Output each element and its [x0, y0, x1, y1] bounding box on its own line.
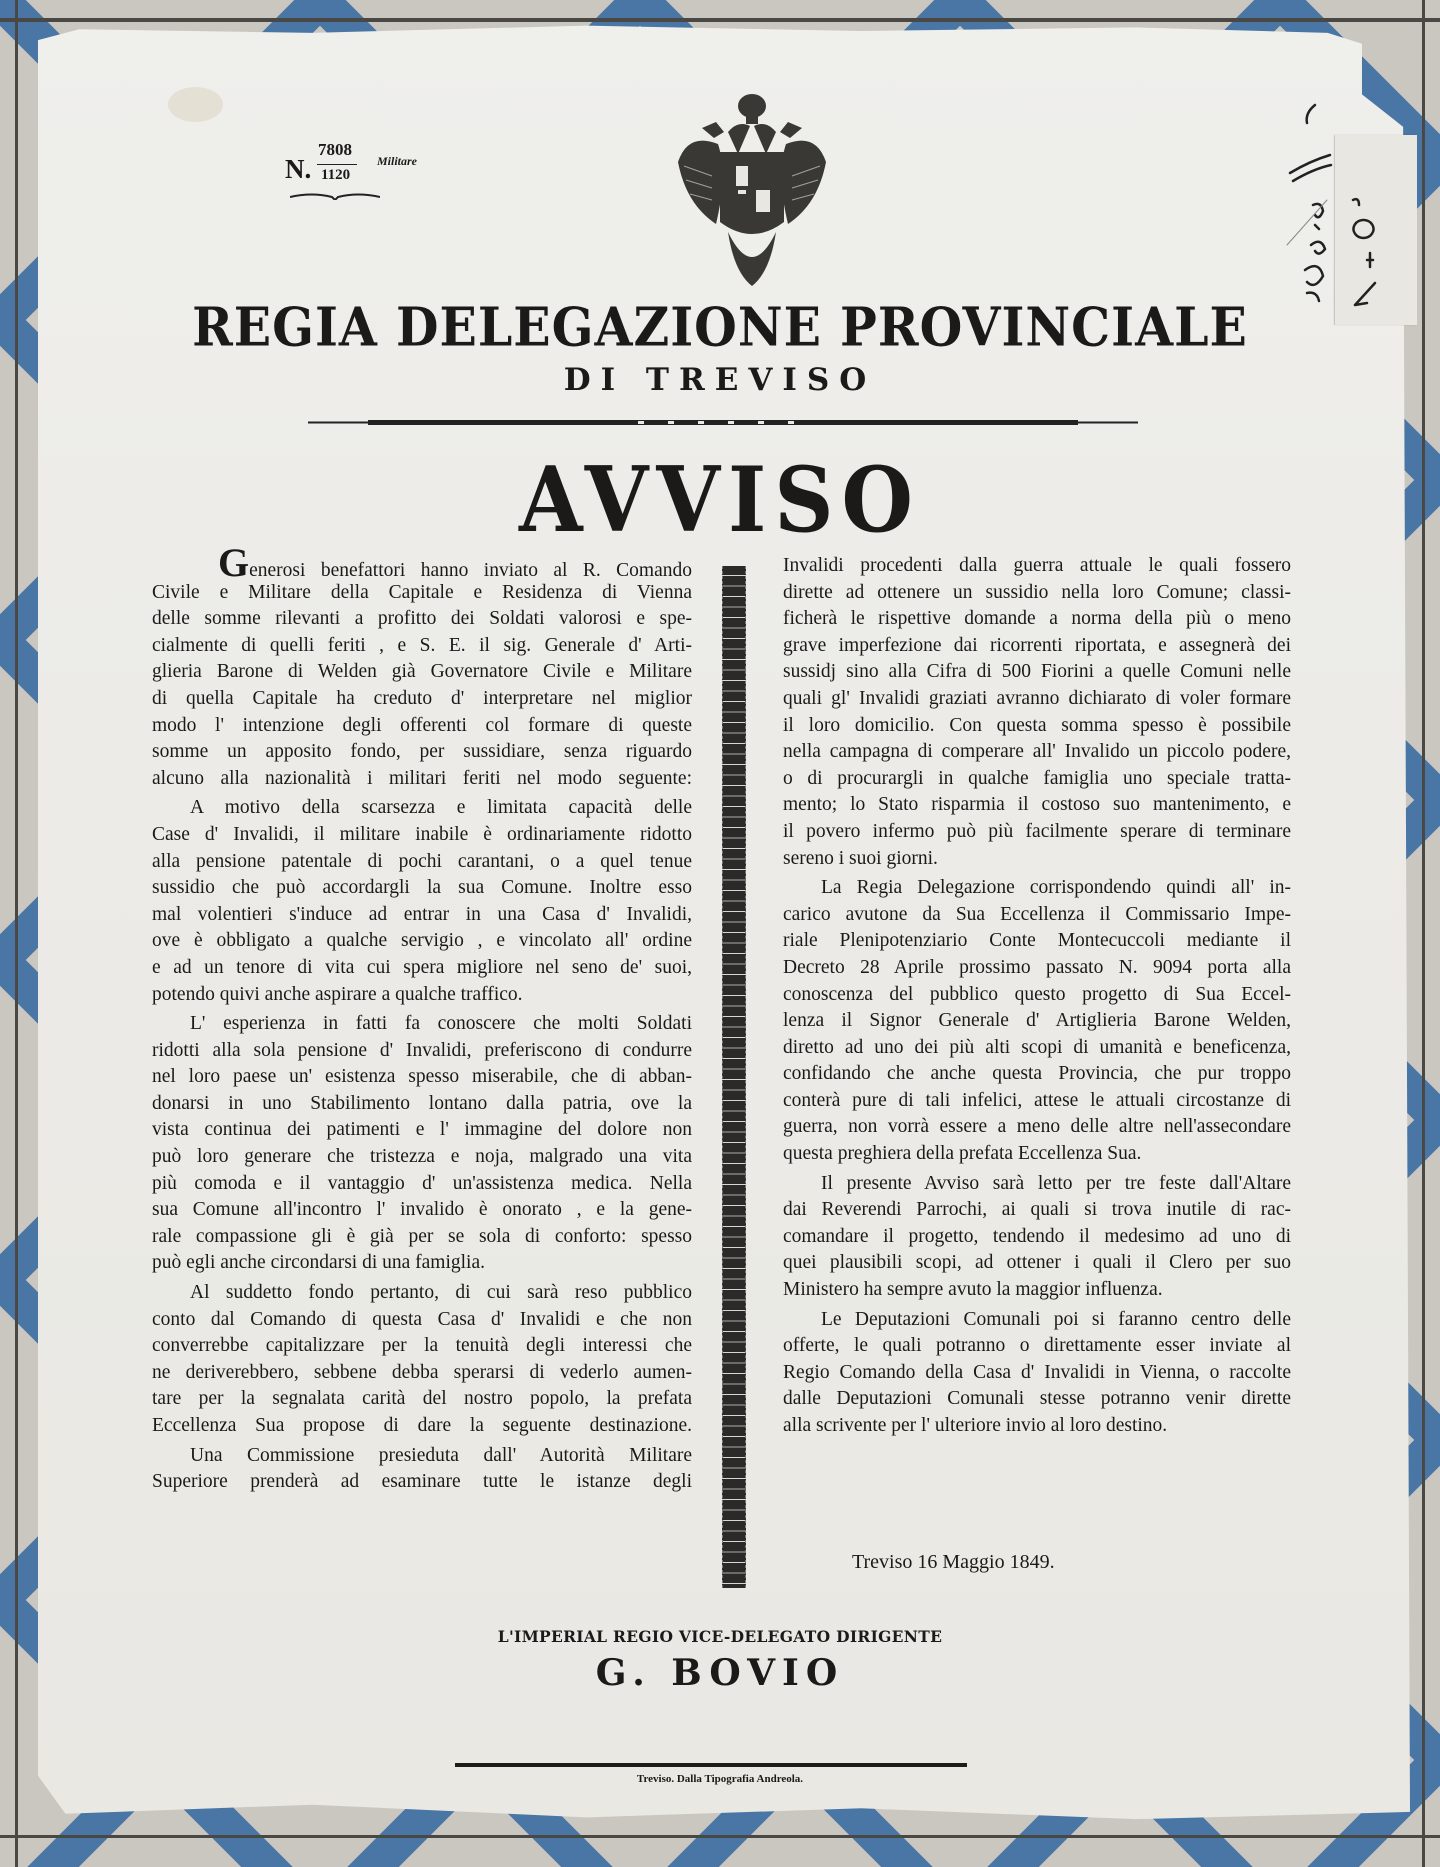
- text-line: tare per la segnalata carità del nostro popolo, la prefata: [152, 1388, 692, 1410]
- text-line: alcuno alla nazionalità i militari feriti nel modo seguente:: [152, 767, 692, 789]
- text-line: Civile e Militare della Capitale e Residenza di Vienna: [152, 581, 692, 603]
- text-line: cialmente di quelli feriti , e S. E. il sig. Generale d' Arti-: [152, 634, 692, 656]
- text-line: Le Deputazioni Comunali poi si faranno centro delle: [821, 1308, 1291, 1330]
- text-line: Case d' Invalidi, il militare inabile è ordinariamente ridotto: [152, 823, 692, 845]
- left-text-column: [152, 540, 692, 1496]
- text-line: sussidj sino alla Cifra di 500 Fiorini a quelle Comuni nelle: [783, 661, 1291, 683]
- handwritten-note-icon: [1285, 95, 1415, 315]
- text-line: comandare il progetto, tendendo il medesimo ad uno di: [783, 1225, 1291, 1247]
- text-line: ne deriverebbero, sebbene debba sperarsi di vederlo aumen-: [152, 1361, 692, 1383]
- text-line: converrebbe capitalizzare per la tenuità degli interessi che: [152, 1335, 692, 1357]
- text-line: confidando che anche questa Provincia, che pur troppo: [783, 1063, 1291, 1085]
- reference-numerator: 7808: [318, 140, 352, 159]
- text-line: L' esperienza in fatti fa conoscere che molti Soldati: [190, 1013, 692, 1035]
- authority-subtitle: DI TREVISO: [563, 362, 877, 398]
- bottom-rule: [455, 1763, 967, 1767]
- text-line: ridotti alla sola pensione d' Invalidi, preferiscono di condurre: [152, 1039, 692, 1061]
- text-line: Al suddetto fondo pertanto, di cui sarà reso pubblico: [190, 1282, 692, 1304]
- text-line: lenza il Signor Generale d' Artiglieria Barone Welden,: [783, 1010, 1291, 1032]
- text-line: A motivo della scarsezza e limitata capacità delle: [190, 797, 692, 819]
- text-line: Regio Comando della Casa d' Invalidi in Vienna, o raccolte: [783, 1361, 1291, 1383]
- notice-heading: AVVISO: [519, 447, 921, 553]
- text-line: più comoda e il vantaggio d' un'assistenza medica. Nella: [152, 1172, 692, 1194]
- reference-label: Militare: [377, 154, 418, 168]
- text-line: può loro generare che tristezza e noja, malgrado una vita: [152, 1146, 692, 1168]
- text-line: quali gl' Invalidi graziati avranno dichiarato di voler formare: [783, 687, 1291, 709]
- text-line: quei plausibili scopi, ad ottener i quali il Clero per suo: [783, 1252, 1291, 1274]
- text-line: donarsi in uno Stabilimento lontano dalla patria, ove la: [152, 1092, 692, 1114]
- signatory-name: G. BOVIO: [595, 1652, 845, 1694]
- text-line: potendo quivi anche aspirare a qualche traffico.: [152, 983, 523, 1005]
- authority-title: REGIA DELEGAZIONE PROVINCIALE: [192, 295, 1248, 359]
- fraction-line: [317, 164, 357, 165]
- text-line: sua Comune all'incontro l' invalido è onorato , e la gene-: [152, 1199, 692, 1221]
- text-line: e ad un tenore di vita cui spera migliore nel seno de' suoi,: [152, 956, 692, 978]
- floor-grout: [15, 0, 18, 1867]
- text-line: Generosi benefattori hanno inviato al R. Comando: [218, 540, 692, 585]
- reference-prefix: N.: [285, 154, 312, 184]
- text-line: il loro domicilio. Con questa somma spesso è possibile: [783, 714, 1291, 736]
- text-line: dai Reverendi Parrochi, ai quali si trova inutile di rac-: [783, 1199, 1291, 1221]
- text-line: La Regia Delegazione corrispondendo quindi all' in-: [821, 877, 1291, 899]
- text-line: diretto ad uno dei più alti scopi di umanità e beneficenza,: [783, 1036, 1291, 1058]
- text-line: Eccellenza Sua propose di dare la seguente destinazione.: [152, 1415, 692, 1436]
- text-line: ove è obbligato a qualche servigio , e vincolato all' ordine: [152, 930, 692, 952]
- text-line: rale compassione gli è già per se sola di conforto: spesso: [152, 1225, 692, 1247]
- column-divider-ornament: [722, 566, 746, 1588]
- text-line: il povero infermo può più facilmente sperare di terminare: [783, 820, 1291, 842]
- text-line: dirette ad ottenere un sussidio nella loro Comune; classi-: [783, 581, 1291, 603]
- text-line: conto dal Comando di questa Casa d' Invalidi e che non: [152, 1308, 692, 1330]
- text-line: grave imperfezione dai ricorrenti riportata, e assegnerà dei: [783, 634, 1291, 656]
- ornamental-rule: [308, 420, 1138, 425]
- floor-grout: [0, 18, 1440, 22]
- text-line: Il presente Avviso sarà letto per tre feste dall'Altare: [821, 1172, 1291, 1194]
- text-line: vista continua dei patimenti e l' immagine del dolore non: [152, 1119, 692, 1141]
- text-line: modo l' intenzione degli offerenti col formare di queste: [152, 714, 692, 736]
- text-line: guerra, non vorrà essere a meno delle altre nell'assecondare: [783, 1116, 1291, 1138]
- flourish-icon: [290, 192, 380, 200]
- text-line: nel loro paese un' esistenza spesso miserabile, che di abban-: [152, 1066, 692, 1088]
- text-line: di quella Capitale ha creduto d' interpretare nel miglior: [152, 687, 692, 709]
- printer-imprint: Treviso. Dalla Tipografia Andreola.: [636, 1773, 804, 1785]
- text-line: riale Plenipotenziario Conte Montecuccoli mediante il: [783, 930, 1291, 952]
- text-line: può egli anche circondarsi di una famiglia.: [152, 1252, 486, 1274]
- text-line: offerte, le quali potranno o direttamente esser inviate al: [783, 1335, 1291, 1357]
- text-line: sussidio che può accordargli la sua Comune. Inoltre esso: [152, 877, 692, 899]
- text-line: Invalidi procedenti dalla guerra attuale le quali fossero: [783, 555, 1291, 576]
- text-line: somme un apposito fondo, per sussidiare, senza riguardo: [152, 741, 692, 763]
- text-line: conoscenza del pubblico questo progetto di Sua Eccel-: [783, 983, 1291, 1005]
- text-line: o di procurargli in qualche famiglia uno speciale tratta-: [783, 767, 1291, 789]
- text-line: mento; lo Stato risparmia il costoso suo mantenimento, e: [783, 794, 1291, 816]
- text-line: nella campagna di comperare all' Invalido un piccolo podere,: [783, 741, 1291, 763]
- text-line: Ministero ha sempre avuto la maggior influenza.: [783, 1279, 1163, 1301]
- text-line: questa preghiera della prefata Eccellenza Sua.: [783, 1143, 1142, 1165]
- issue-date: Treviso 16 Maggio 1849.: [852, 1551, 1055, 1573]
- floor-grout: [1422, 0, 1425, 1867]
- right-text-column: [783, 553, 1291, 1440]
- text-line: Una Commissione presieduta dall' Autorità Militare: [190, 1444, 692, 1466]
- drop-cap: G: [218, 540, 250, 585]
- text-line: Superiore prenderà ad esaminare tutte le istanze degli: [152, 1471, 692, 1493]
- signatory-title: L'IMPERIAL REGIO VICE-DELEGATO DIRIGENTE: [497, 1627, 943, 1646]
- text-line: ficherà le rispettive domande a norma della più o meno: [783, 608, 1291, 630]
- text-line: Decreto 28 Aprile prossimo passato N. 9094 porta alla: [783, 956, 1291, 978]
- floor-grout: [0, 1835, 1440, 1838]
- reference-denominator: 1120: [321, 167, 351, 183]
- double-headed-eagle-icon: [668, 92, 836, 288]
- text-line: alla pensione patentale di pochi carantani, o a quel tenue: [152, 850, 692, 872]
- text-line: sereno i suoi giorni.: [783, 847, 938, 869]
- paper-stain: [168, 87, 223, 122]
- text-line: mal volentieri s'induce ad entrar in una Casa d' Invalidi,: [152, 903, 692, 925]
- text-line: conterà pure di tali infelici, attese le attuali circostanze di: [783, 1089, 1291, 1111]
- text-line: carico avutone da Sua Eccellenza il Commissario Impe-: [783, 903, 1291, 925]
- text-line: glieria Barone di Welden già Governatore Civile e Militare: [152, 661, 692, 683]
- text-line: alla scrivente per l' ulteriore invio al loro destino.: [783, 1415, 1168, 1436]
- text-line: delle somme rilevanti a profitto dei Soldati valorosi e spe-: [152, 608, 692, 630]
- text-line: dalle Deputazioni Comunali stesse potranno venir dirette: [783, 1388, 1291, 1410]
